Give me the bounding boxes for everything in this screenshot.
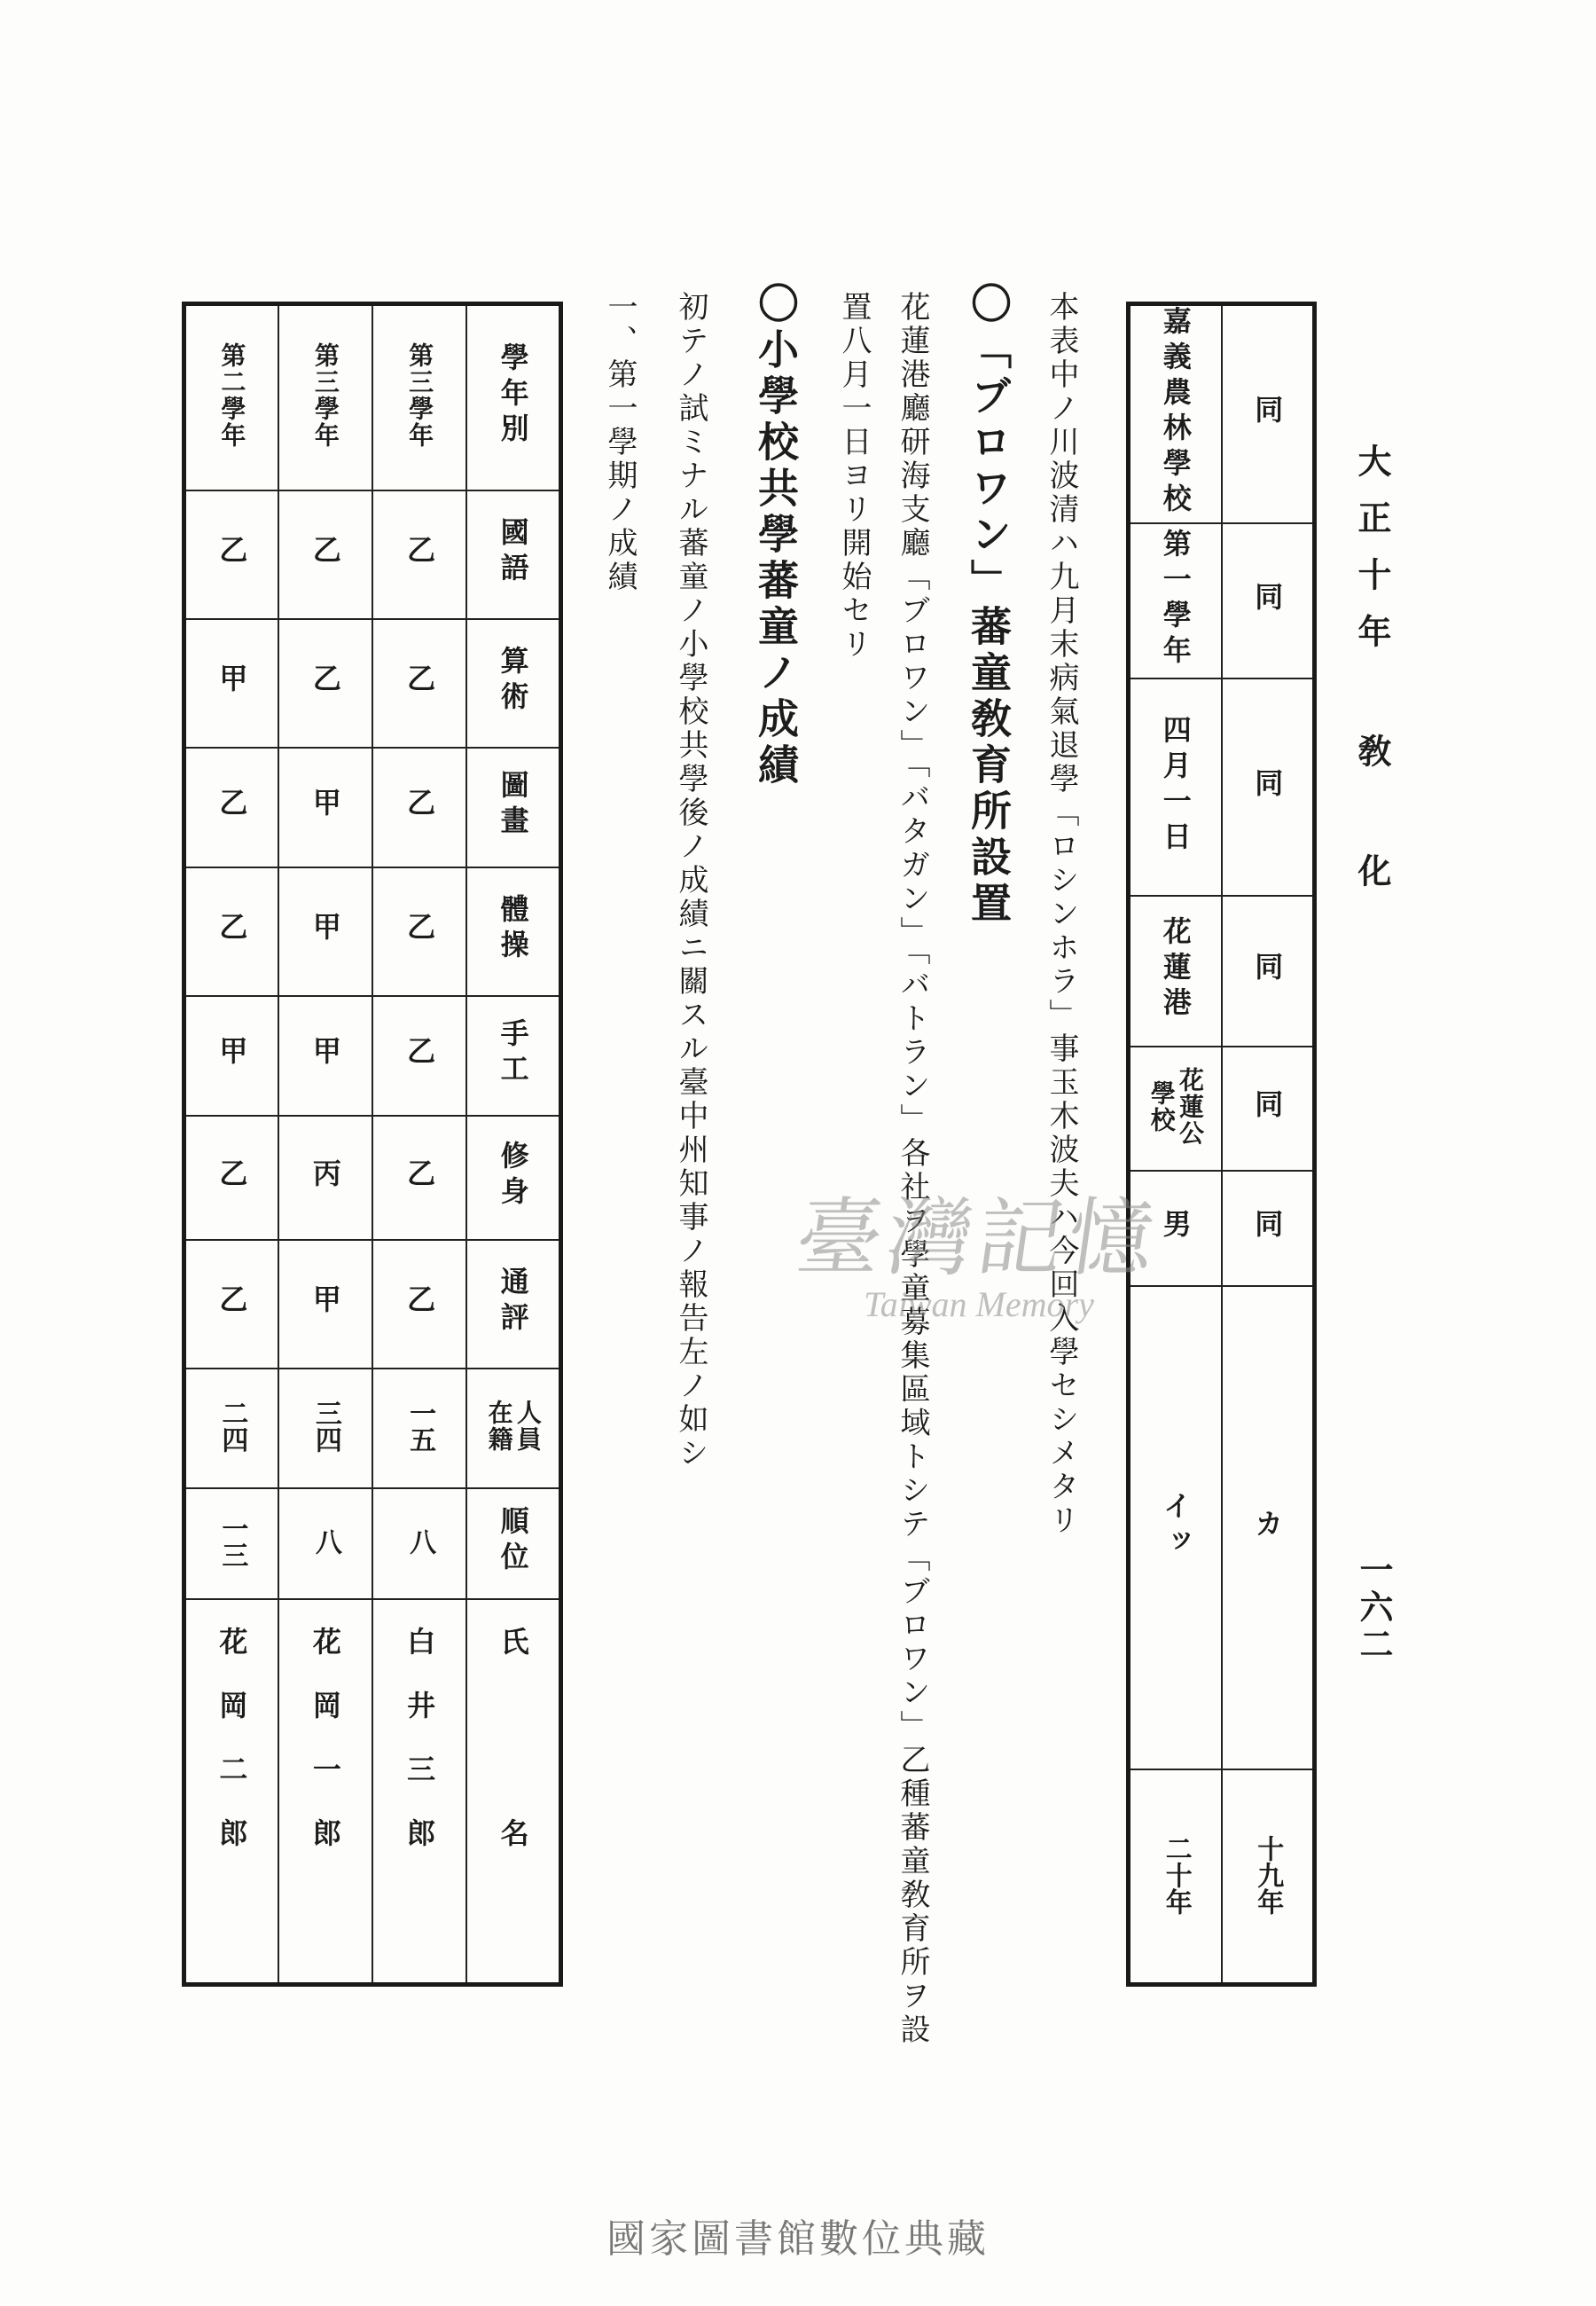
table-cell-text: 二十年 — [1160, 1834, 1192, 1915]
header-gymnastics: 體操 — [496, 894, 530, 965]
watermark — [790, 1171, 1166, 1325]
page-number: 一六二 — [1354, 1552, 1394, 1664]
section-heading-grades: 〇小學校共學蕃童ノ成績 — [752, 282, 800, 789]
table-cell — [1129, 304, 1222, 524]
header-rank: 順位 — [496, 1506, 530, 1577]
running-title: 大正十年 敎 化 — [1352, 443, 1392, 910]
mark-cell: 乙 — [308, 535, 342, 570]
mark-cell: 乙 — [308, 663, 342, 699]
enrollment-table — [1126, 302, 1317, 1987]
mark-cell: 乙 — [215, 535, 249, 570]
name-cell: 白井三郎 — [403, 1626, 437, 1882]
enrolled-cell: 二四 — [216, 1400, 248, 1453]
header-handicraft: 手工 — [496, 1018, 530, 1089]
table-cell — [1222, 304, 1315, 524]
rank-cell: 一三 — [216, 1515, 248, 1568]
mark-cell: 乙 — [403, 788, 437, 823]
header-national-language: 國語 — [496, 517, 530, 588]
mark-cell: 乙 — [215, 912, 249, 947]
grade-cell: 第三學年 — [310, 342, 340, 450]
table-cell-text: 同 — [1250, 581, 1285, 617]
mark-cell: 甲 — [308, 1036, 342, 1071]
mark-cell: 乙 — [403, 663, 437, 699]
mark-cell: 乙 — [403, 535, 437, 570]
header-arithmetic: 算術 — [496, 646, 530, 717]
rank-cell: 八 — [309, 1528, 341, 1555]
section-heading-bluowan: 〇「ブロワン」蕃童敎育所設置 — [965, 282, 1013, 928]
table-cell-text: 同 — [1250, 1209, 1285, 1244]
mark-cell: 乙 — [215, 1284, 249, 1320]
paragraph-line: 一、第一學期ノ成績 — [602, 291, 638, 594]
table-cell-text: 四月一日 — [1158, 714, 1193, 857]
mark-cell: 乙 — [403, 1036, 437, 1071]
watermark-title: 臺灣記憶 — [790, 1188, 1166, 1288]
mark-cell: 乙 — [215, 1157, 249, 1194]
mark-cell: 甲 — [215, 663, 249, 699]
mark-cell: 甲 — [308, 1284, 342, 1320]
rank-cell: 八 — [404, 1528, 436, 1555]
mark-cell: 乙 — [403, 1157, 437, 1194]
paragraph-line: 初テノ試ミナル蕃童ノ小學校共學後ノ成績ニ關スル臺中州知事ノ報告左ノ如シ — [673, 291, 708, 1471]
mark-cell: 甲 — [308, 912, 342, 947]
watermark-subtitle: Taiwan Memory — [864, 1284, 1094, 1324]
table-cell-text: 嘉義農林學校 — [1158, 306, 1193, 519]
table-cell-text: 同 — [1250, 1089, 1285, 1125]
header-enrolled-a: 在籍 — [484, 1400, 514, 1453]
mark-cell: 甲 — [308, 788, 342, 823]
table-cell-text: カ — [1250, 1508, 1285, 1544]
header-grade: 學年別 — [496, 342, 530, 450]
header-overall: 通評 — [496, 1267, 530, 1337]
header-morals: 修身 — [496, 1140, 530, 1212]
mark-cell: 乙 — [403, 1284, 437, 1320]
mark-cell: 乙 — [215, 788, 249, 823]
enrolled-cell: 一五 — [404, 1400, 436, 1453]
name-cell: 花岡二郎 — [215, 1626, 249, 1882]
table-cell-text: 第一學年 — [1158, 528, 1193, 671]
table-cell-text: 男 — [1158, 1209, 1193, 1244]
table-cell-text: 同 — [1250, 395, 1285, 430]
note-line: 本表中ノ川波清ハ九月末病氣退學「ロシンホラ」事玉木波夫ハ今回入學セシメタリ — [1044, 291, 1079, 1538]
mark-cell: 乙 — [403, 912, 437, 947]
enrolled-cell: 三四 — [309, 1400, 341, 1453]
table-cell-text: イッ — [1158, 1490, 1193, 1562]
grades-table — [182, 302, 563, 1987]
header-name: 氏 名 — [496, 1626, 530, 1882]
mark-cell: 丙 — [308, 1157, 342, 1194]
paragraph-line: 置八月一日ヨリ開始セリ — [836, 291, 872, 662]
name-cell: 花岡一郎 — [308, 1626, 342, 1882]
table-cell-text: 花蓮公學校 — [1146, 1067, 1205, 1147]
header-enrolled-b: 人員 — [512, 1400, 543, 1453]
header-drawing: 圖畫 — [496, 770, 530, 841]
table-cell-text: 十九年 — [1252, 1834, 1284, 1915]
paragraph-line: 花蓮港廳研海支廳「ブロワン」「バタガン」「バトラン」各社ヲ學童募集區域トシテ「ブロワン」乙種蕃童敎育所ヲ設 — [895, 291, 930, 2047]
table-cell-text: 花蓮港 — [1158, 916, 1193, 1023]
mark-cell: 甲 — [215, 1036, 249, 1071]
table-cell-text: 同 — [1250, 952, 1285, 987]
table-cell-text: 同 — [1250, 767, 1285, 804]
grade-cell: 第二學年 — [217, 342, 247, 450]
grade-cell: 第三學年 — [405, 342, 435, 450]
footer-credit: 國家圖書館數位典藏 — [606, 2216, 990, 2262]
